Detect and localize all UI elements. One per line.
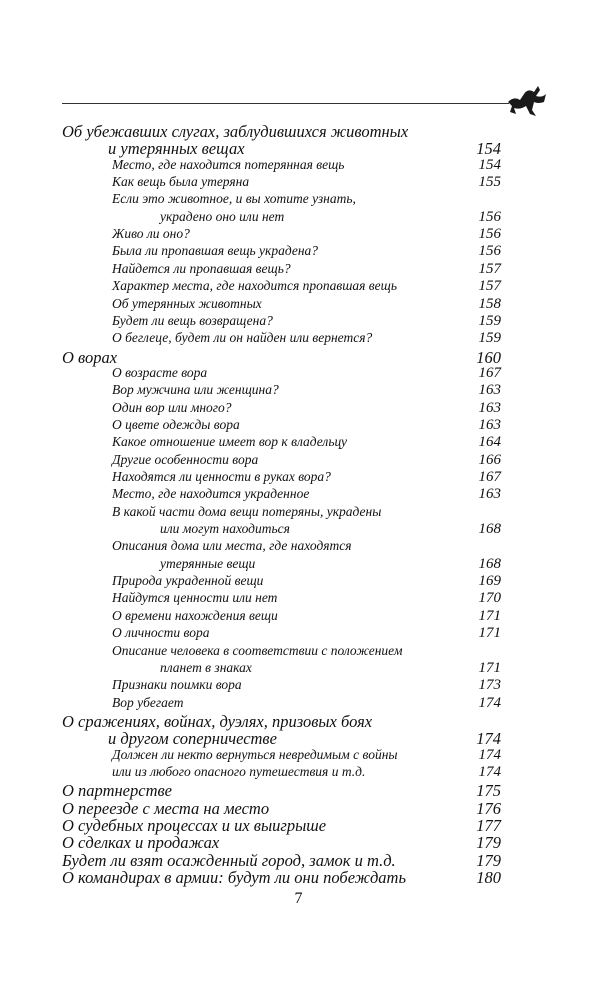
toc-entry-page: 176 [476,798,501,818]
toc-entry-page: 174 [478,763,501,780]
toc-entry-title: Найдутся ценности или нет [112,590,278,606]
toc-entry-page: 170 [478,590,501,607]
toc-entry-page: 157 [478,260,501,277]
toc-entry-page: 177 [476,816,501,835]
toc-entry-title: Должен ли некто вернуться невредимым с войны [112,746,398,762]
toc-entry-page: 166 [478,451,501,468]
toc-entry-page: 174 [478,746,501,763]
toc-entry-page: 175 [476,781,501,801]
toc-entry-title: О ворах [62,347,118,367]
toc-entry-page: 168 [478,555,501,572]
toc-entry-title: Будет ли взят осажденный город, замок и т.д. [62,850,396,870]
toc-entry-title: Характер места, где находится пропавшая вещь [112,278,397,294]
page-number: 7 [294,890,303,907]
toc-entry-page: 155 [478,174,501,191]
toc-entry-page: 174 [476,729,501,749]
toc-entry-page: 168 [478,521,501,538]
toc-entry-title: О переезде с места на место [62,798,270,818]
toc-entry-page: 174 [478,694,501,711]
toc-entry-page: 159 [478,330,501,347]
toc-entry-page: 157 [478,278,501,295]
toc-entry-page: 179 [476,833,501,853]
toc-entry-title: Признаки поимки вора [112,677,242,693]
toc-entry-title: О беглеце, будет ли он найден или вернется? [112,330,373,346]
toc-entry-title: Об убежавших слугах, заблудившихся животных [62,122,409,141]
toc-entry-title: Как вещь была утеряна [112,174,250,190]
toc-entry-page: 163 [478,382,501,399]
toc-entry-page: 173 [478,677,501,694]
toc-entry-title: Описания дома или места, где находятся [112,538,352,554]
toc-entry-page: 163 [478,416,501,433]
toc-entry-page: 154 [478,156,501,173]
toc-entry-page: 159 [478,312,501,329]
toc-entry-title: Находятся ли ценности в руках вора? [112,469,331,484]
toc-entry-title: Вор мужчина или женщина? [112,382,279,398]
toc-entry-title: О возрасте вора [112,364,208,380]
toc-entry-page: 156 [478,243,501,260]
toc-entry-page: 179 [476,850,501,870]
toc-entry-page: 180 [476,868,501,888]
toc-entry-page: 156 [478,226,501,243]
toc-entry-title: планет в знаках [160,659,252,675]
toc-entry-title: Вор убегает [112,694,184,710]
toc-entry-title: или из любого опасного путешествия и т.д. [112,763,366,779]
toc-entry-title: и другом соперничестве [108,729,277,749]
toc-entry-page: 167 [478,469,501,485]
toc-entry-title: О личности вора [112,625,210,641]
toc-entry-title: В какой части дома вещи потеряны, украдены [112,503,382,519]
toc-entry-title: Какое отношение имеет вор к владельцу [112,434,348,450]
toc-entry-title: Описание человека в соответствии с положением [112,642,403,658]
toc-entry-title: Будет ли вещь возвращена? [112,312,273,328]
toc-entry-title: Один вор или много? [112,399,232,415]
toc-entry-page: 169 [478,573,501,590]
toc-entry-title: Место, где находится потерянная вещь [112,156,345,172]
toc-entry-title: Природа украденной вещи [112,573,264,589]
toc-entry-title: Место, где находится украденное [112,486,310,502]
toc-entry-title: Живо ли оно? [112,226,190,242]
toc-entry-title: утерянные вещи [160,555,256,571]
toc-entry-page: 171 [478,625,501,642]
toc-entry-title: О сделках и продажах [62,833,220,853]
toc-entry-title: О судебных процессах и их выигрыше [62,816,327,835]
toc-entry-title: О сражениях, войнах, дуэлях, призовых боях [62,711,373,731]
toc-entry-title: О командирах в армии: будут ли они побеждать [62,868,406,888]
toc-entry-title: Другие особенности вора [112,451,259,467]
toc-entry-title: или могут находиться [160,521,290,537]
toc-entry-title: О цвете одежды вора [112,416,240,432]
toc-entry-page: 171 [478,659,501,676]
toc-entry-page: 154 [476,139,501,159]
toc-entry-title: О времени нахождения вещи [112,607,278,623]
toc-entry-page: 171 [478,607,501,624]
toc-entry-page: 160 [476,347,501,367]
toc-entry-title: Если это животное, и вы хотите узнать, [112,191,356,207]
toc-entry-title: Найдется ли пропавшая вещь? [112,260,291,276]
toc-entry-page: 158 [478,295,501,312]
toc-entry-title: Об утерянных животных [112,295,262,311]
toc-entry-page: 163 [478,486,501,503]
toc-entry-page: 156 [478,208,501,225]
toc-entry-title: украдено оно или нет [160,208,285,224]
toc-entry-page: 164 [478,434,501,451]
toc-entry-title: и утерянных вещах [108,139,245,159]
toc-entry-page: 167 [478,364,501,381]
toc-entry-title: О партнерстве [62,781,172,801]
toc-entry-title: Была ли пропавшая вещь украдена? [112,243,319,259]
toc-entry-page: 163 [478,399,501,416]
